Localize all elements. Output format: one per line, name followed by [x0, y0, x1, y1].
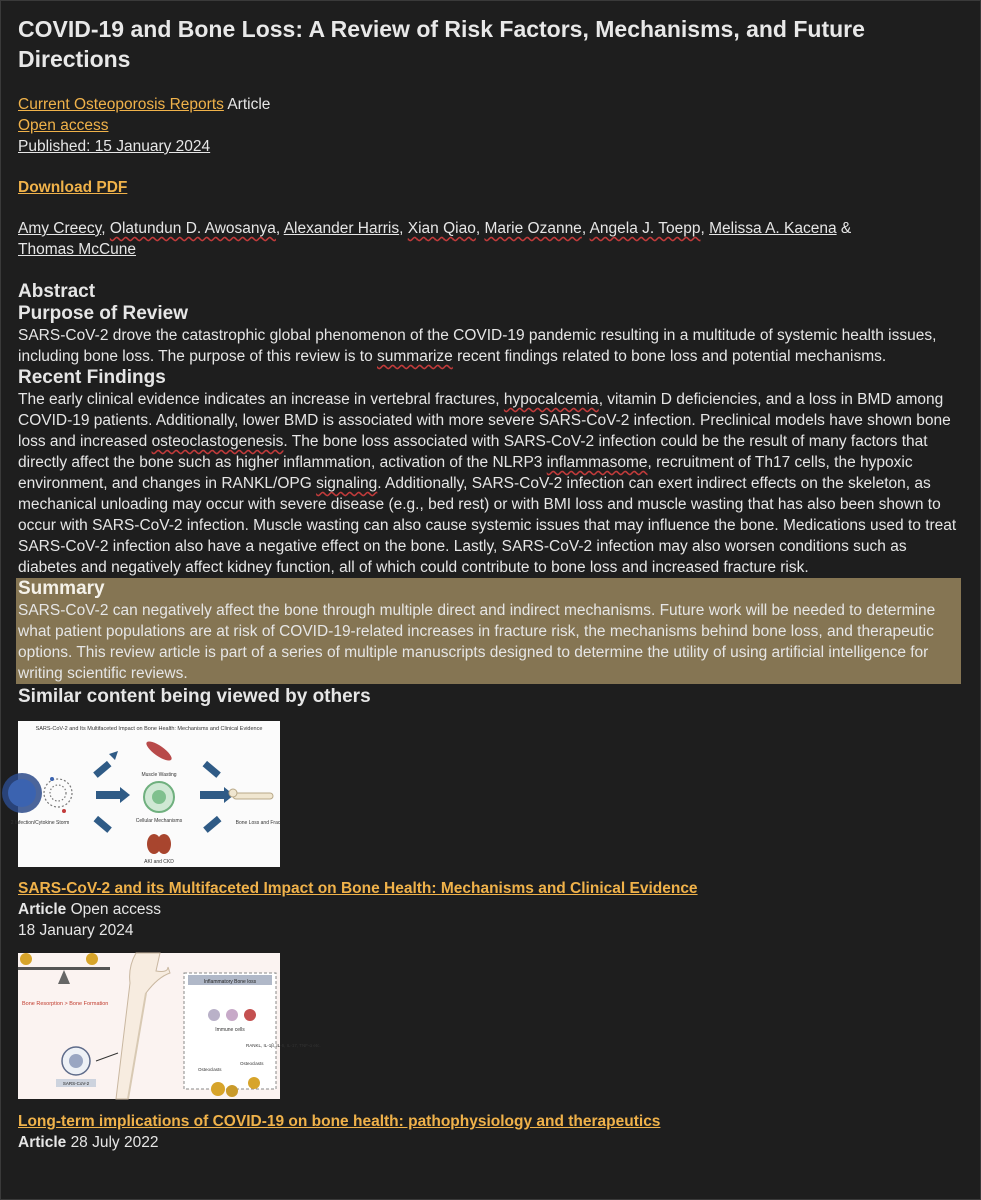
similar-article-title[interactable]: SARS-CoV-2 and its Multifaceted Impact on Bone Health: Mechanisms and Clinical Evidence — [18, 880, 698, 897]
purpose-text — [18, 325, 963, 367]
text-run: . The bone loss associated with SARS-CoV-2 infection could be the result of many factors that directly affect the bone such as higher inflammation, activation of the NLRP3 — [18, 433, 928, 471]
figure-label: SARS-CoV-2 — [62, 1081, 90, 1086]
similar-article-access: Open access — [70, 901, 162, 918]
journal-line — [18, 94, 963, 115]
text-run: The early clinical evidence indicates an increase in vertebral fractures, — [18, 391, 504, 408]
author-link[interactable]: Amy Creecy — [18, 220, 102, 237]
summary-text: SARS-CoV-2 can negatively affect the bone through multiple direct and indirect mechanisms. Future work will be needed to determine what patient populations are at risk of COVID-19-related increases in fracture risk, the mechanisms behind bone loss, and therapeutic options. This review article is part of a series of multiple manuscripts designed to determine the utility of using artificial intelligence for writing scientific reviews. — [18, 602, 936, 682]
published-date: Published: 15 January 2024 — [18, 138, 211, 155]
similar-article-date: 28 July 2022 — [70, 1134, 159, 1151]
figure-label: Muscle Wasting — [141, 772, 177, 778]
open-access-link[interactable]: Open access — [18, 117, 109, 134]
access-line — [18, 115, 963, 136]
figure-label: Bone Loss and Frac — [235, 820, 281, 826]
author-list: Amy Creecy, Olatundun D. Awosanya, Alexander Harris, Xian Qiao, Marie Ozanne, Angela J. Toepp, Melissa A. Kacena & Thomas McCune — [18, 220, 852, 258]
figure-illustration — [10, 721, 281, 867]
findings-text — [18, 389, 963, 578]
similar-article-meta — [18, 1132, 963, 1153]
journal-link[interactable]: Current Osteoporosis Reports — [18, 96, 224, 113]
figure-illustration — [18, 953, 321, 1099]
article-title: COVID-19 and Bone Loss: A Review of Risk Factors, Mechanisms, and Future Directions — [18, 16, 865, 72]
figure-label: Bone Resorption > Bone Formation — [22, 1001, 109, 1007]
figure-label: AKI and CKD — [144, 859, 174, 865]
author-link[interactable]: Olatundun D. Awosanya — [109, 220, 276, 237]
similar-thumbnail[interactable] — [18, 953, 321, 1099]
author-link[interactable]: Thomas McCune — [18, 241, 137, 258]
figure-label: Immune cells — [215, 1027, 245, 1033]
author-link[interactable]: Melissa A. Kacena — [709, 220, 837, 237]
text-run: recent findings related to bone loss and potential mechanisms. — [452, 348, 887, 365]
similar-article-type: Article — [18, 901, 67, 918]
spellcheck-word: inflammasome — [546, 454, 648, 471]
findings-heading: Recent Findings — [18, 367, 166, 388]
figure-label: Inflammatory Bone loss — [203, 979, 257, 985]
summary-highlight — [16, 578, 961, 684]
similar-article-type: Article — [18, 1134, 67, 1151]
similar-thumbnail[interactable] — [10, 721, 281, 867]
spellcheck-word: hypocalcemia — [503, 391, 599, 408]
text-run: , vitamin D deficiencies, and a loss in BMD among COVID-19 patients. Additionally, lower BMD is associated with more severe SARS-CoV-2 infection. Preclinical models have shown bone loss and increased — [18, 391, 951, 450]
article-page — [10, 14, 963, 1153]
abstract-heading: Abstract — [18, 281, 96, 302]
text-run: . Additionally, SARS-CoV-2 infection can exert indirect effects on the skeleton, as mechanical unloading may occur with severe disease (e.g., bed rest) or with BMI loss and muscle wasting that has also been shown to occur with SARS-CoV-2 infection. Muscle wasting can also cause systemic issues that may influence the bone. Medications used to treat SARS-CoV-2 infection also have a negative effect on the bone. Lastly, SARS-CoV-2 infection may also worsen conditions such as diabetes and negatively affect kidney function, all of which could contribute to bone loss and increased fracture risk. — [18, 475, 957, 576]
figure-label: Osteoclasts — [240, 1061, 264, 1066]
figure-label: Cellular Mechanisms — [135, 818, 183, 824]
similar-article-date: 18 January 2024 — [18, 922, 134, 939]
download-pdf-link[interactable]: Download PDF — [18, 179, 128, 196]
article-type: Article — [227, 96, 271, 113]
figure-label: Osteoclasts — [198, 1067, 222, 1072]
author-link[interactable]: Angela J. Toepp — [589, 220, 701, 237]
author-link[interactable]: Xian Qiao — [407, 220, 476, 237]
figure-label: RANKL, IL-1β, IL-6, IL-17, TNF-α etc. — [246, 1043, 321, 1048]
text-run: SARS-CoV-2 drove the catastrophic global phenomenon of the COVID-19 pandemic resulting in a multitude of systemic health issues, including bone loss. The purpose of this review is to — [18, 327, 937, 365]
author-link[interactable]: Marie Ozanne — [484, 220, 582, 237]
spellcheck-word: osteoclastogenesis — [151, 433, 284, 450]
spellcheck-word: signaling — [316, 475, 378, 492]
figure-title: SARS-CoV-2 and Its Multifaceted Impact on Bone Health: Mechanisms and Clinical Evidence — [35, 726, 263, 732]
summary-heading: Summary — [18, 578, 105, 599]
figure-label: 2 Infection/Cytokine Storm — [10, 820, 70, 826]
spellcheck-word: summarize — [377, 348, 453, 365]
similar-article-meta — [18, 899, 963, 920]
similar-article-title[interactable]: Long-term implications of COVID-19 on bone health: pathophysiology and therapeutics — [18, 1113, 661, 1130]
author-link[interactable]: Alexander Harris — [283, 220, 400, 237]
text-run: , recruitment of Th17 cells, the hypoxic environment, and changes in RANKL/OPG — [18, 454, 913, 492]
purpose-heading: Purpose of Review — [18, 303, 188, 324]
similar-heading: Similar content being viewed by others — [18, 686, 371, 707]
published-line — [18, 136, 963, 157]
